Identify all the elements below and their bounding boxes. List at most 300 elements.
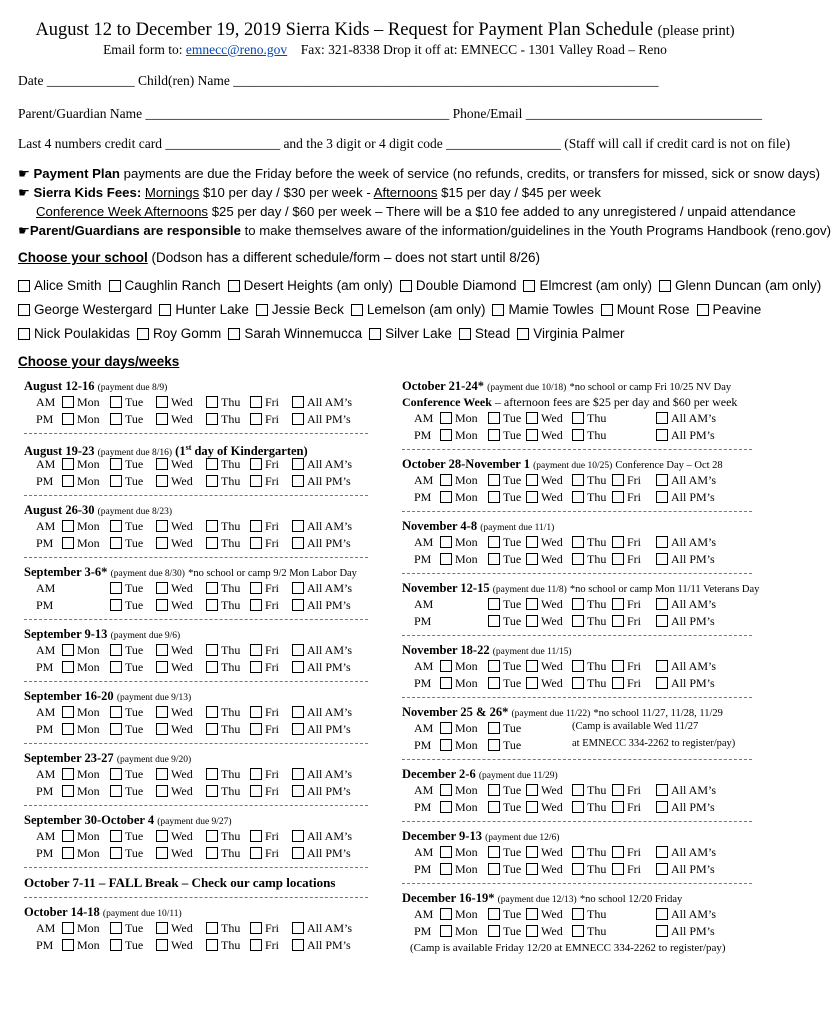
checkbox[interactable] [292, 520, 304, 532]
checkbox[interactable] [697, 304, 709, 316]
checkbox[interactable] [656, 784, 668, 796]
checkbox[interactable] [292, 458, 304, 470]
school-option[interactable] [459, 326, 510, 341]
day-option-thu[interactable] [572, 410, 606, 426]
all-option[interactable] [292, 828, 352, 844]
checkbox[interactable] [612, 660, 624, 672]
checkbox[interactable] [488, 925, 500, 937]
day-option-wed[interactable] [156, 937, 193, 953]
checkbox[interactable] [612, 474, 624, 486]
checkbox[interactable] [156, 599, 168, 611]
day-option-tue[interactable] [110, 845, 143, 861]
day-option-tue[interactable] [110, 394, 143, 410]
checkbox[interactable] [488, 615, 500, 627]
school-option[interactable] [351, 302, 486, 317]
day-option-mon[interactable] [62, 704, 100, 720]
day-option-thu[interactable] [206, 535, 240, 551]
day-option-wed[interactable] [526, 534, 563, 550]
checkbox[interactable] [488, 429, 500, 441]
checkbox[interactable] [62, 939, 74, 951]
checkbox[interactable] [656, 474, 668, 486]
day-option-tue[interactable] [488, 489, 521, 505]
day-option-fri[interactable] [612, 551, 641, 567]
day-option-tue[interactable] [110, 766, 143, 782]
day-option-mon[interactable] [62, 394, 100, 410]
checkbox[interactable] [62, 458, 74, 470]
day-option-fri[interactable] [612, 782, 641, 798]
day-option-wed[interactable] [526, 675, 563, 691]
checkbox[interactable] [156, 785, 168, 797]
checkbox[interactable] [62, 644, 74, 656]
checkbox[interactable] [351, 304, 363, 316]
day-option-mon[interactable] [440, 906, 478, 922]
checkbox[interactable] [656, 660, 668, 672]
day-option-tue[interactable] [110, 535, 143, 551]
day-option-tue[interactable] [488, 720, 521, 736]
day-option-thu[interactable] [206, 783, 240, 799]
day-option-fri[interactable] [612, 844, 641, 860]
checkbox[interactable] [62, 830, 74, 842]
all-option[interactable] [656, 658, 716, 674]
day-option-tue[interactable] [488, 799, 521, 815]
school-option[interactable] [601, 302, 690, 317]
checkbox[interactable] [526, 660, 538, 672]
checkbox[interactable] [206, 537, 218, 549]
checkbox[interactable] [292, 582, 304, 594]
day-option-wed[interactable] [526, 613, 563, 629]
day-option-mon[interactable] [440, 720, 478, 736]
all-option[interactable] [292, 704, 352, 720]
all-option[interactable] [292, 642, 352, 658]
day-option-wed[interactable] [156, 721, 193, 737]
day-option-wed[interactable] [526, 844, 563, 860]
day-option-tue[interactable] [488, 782, 521, 798]
all-option[interactable] [656, 534, 716, 550]
all-option[interactable] [292, 845, 351, 861]
checkbox[interactable] [156, 582, 168, 594]
checkbox[interactable] [488, 739, 500, 751]
checkbox[interactable] [250, 413, 262, 425]
day-option-mon[interactable] [62, 535, 100, 551]
checkbox[interactable] [572, 925, 584, 937]
day-option-fri[interactable] [612, 799, 641, 815]
checkbox[interactable] [292, 396, 304, 408]
day-option-fri[interactable] [612, 861, 641, 877]
checkbox[interactable] [206, 922, 218, 934]
school-option[interactable] [159, 302, 249, 317]
day-option-thu[interactable] [572, 489, 606, 505]
day-option-thu[interactable] [206, 456, 240, 472]
parent-phone-field[interactable]: Parent/Guardian Name _____________________________________________ Phone/Email ___________________________________ [18, 106, 762, 121]
all-option[interactable] [656, 551, 715, 567]
checkbox[interactable] [572, 908, 584, 920]
checkbox[interactable] [572, 474, 584, 486]
day-option-tue[interactable] [488, 427, 521, 443]
all-option[interactable] [292, 783, 351, 799]
day-option-thu[interactable] [572, 844, 606, 860]
day-option-thu[interactable] [206, 845, 240, 861]
checkbox[interactable] [250, 396, 262, 408]
day-option-tue[interactable] [488, 844, 521, 860]
checkbox[interactable] [250, 830, 262, 842]
checkbox[interactable] [440, 677, 452, 689]
day-option-fri[interactable] [250, 580, 279, 596]
checkbox[interactable] [526, 429, 538, 441]
day-option-mon[interactable] [62, 659, 100, 675]
checkbox[interactable] [488, 553, 500, 565]
day-option-thu[interactable] [206, 704, 240, 720]
checkbox[interactable] [659, 280, 671, 292]
checkbox[interactable] [612, 491, 624, 503]
checkbox[interactable] [526, 908, 538, 920]
day-option-fri[interactable] [250, 456, 279, 472]
checkbox[interactable] [250, 922, 262, 934]
day-option-tue[interactable] [110, 659, 143, 675]
checkbox[interactable] [62, 723, 74, 735]
checkbox[interactable] [440, 801, 452, 813]
school-option[interactable] [18, 278, 102, 293]
checkbox[interactable] [156, 413, 168, 425]
checkbox[interactable] [156, 475, 168, 487]
day-option-thu[interactable] [572, 551, 606, 567]
day-option-wed[interactable] [526, 410, 563, 426]
day-option-tue[interactable] [488, 861, 521, 877]
school-option[interactable] [697, 302, 762, 317]
day-option-fri[interactable] [612, 613, 641, 629]
day-option-tue[interactable] [488, 551, 521, 567]
all-option[interactable] [656, 844, 716, 860]
checkbox[interactable] [62, 847, 74, 859]
day-option-mon[interactable] [62, 937, 100, 953]
checkbox[interactable] [656, 491, 668, 503]
all-option[interactable] [656, 489, 715, 505]
day-option-wed[interactable] [156, 920, 193, 936]
checkbox[interactable] [159, 304, 171, 316]
day-option-thu[interactable] [572, 427, 606, 443]
checkbox[interactable] [109, 280, 121, 292]
checkbox[interactable] [62, 537, 74, 549]
checkbox[interactable] [440, 908, 452, 920]
day-option-wed[interactable] [156, 394, 193, 410]
checkbox[interactable] [526, 598, 538, 610]
day-option-thu[interactable] [206, 642, 240, 658]
day-option-wed[interactable] [156, 518, 193, 534]
checkbox[interactable] [488, 722, 500, 734]
school-option[interactable] [659, 278, 821, 293]
checkbox[interactable] [62, 661, 74, 673]
day-option-fri[interactable] [612, 472, 641, 488]
all-option[interactable] [656, 472, 716, 488]
checkbox[interactable] [488, 784, 500, 796]
day-option-mon[interactable] [440, 799, 478, 815]
checkbox[interactable] [526, 615, 538, 627]
day-option-tue[interactable] [110, 642, 143, 658]
checkbox[interactable] [572, 429, 584, 441]
day-option-wed[interactable] [156, 535, 193, 551]
checkbox[interactable] [572, 660, 584, 672]
checkbox[interactable] [526, 474, 538, 486]
checkbox[interactable] [572, 846, 584, 858]
day-option-fri[interactable] [250, 642, 279, 658]
day-option-fri[interactable] [612, 658, 641, 674]
day-option-mon[interactable] [440, 844, 478, 860]
all-option[interactable] [656, 596, 716, 612]
checkbox[interactable] [440, 412, 452, 424]
checkbox[interactable] [526, 491, 538, 503]
checkbox[interactable] [440, 474, 452, 486]
all-option[interactable] [292, 394, 352, 410]
day-option-wed[interactable] [156, 766, 193, 782]
checkbox[interactable] [256, 304, 268, 316]
checkbox[interactable] [250, 599, 262, 611]
school-option[interactable] [228, 326, 362, 341]
checkbox[interactable] [18, 280, 30, 292]
checkbox[interactable] [488, 863, 500, 875]
day-option-wed[interactable] [526, 906, 563, 922]
checkbox[interactable] [250, 939, 262, 951]
checkbox[interactable] [292, 847, 304, 859]
checkbox[interactable] [440, 491, 452, 503]
checkbox[interactable] [440, 722, 452, 734]
school-option[interactable] [228, 278, 393, 293]
checkbox[interactable] [250, 847, 262, 859]
checkbox[interactable] [110, 458, 122, 470]
all-option[interactable] [292, 937, 351, 953]
checkbox[interactable] [110, 537, 122, 549]
day-option-fri[interactable] [250, 597, 279, 613]
checkbox[interactable] [572, 536, 584, 548]
checkbox[interactable] [206, 475, 218, 487]
day-option-tue[interactable] [488, 613, 521, 629]
checkbox[interactable] [62, 768, 74, 780]
day-option-fri[interactable] [250, 518, 279, 534]
all-option[interactable] [656, 613, 715, 629]
day-option-mon[interactable] [440, 658, 478, 674]
day-option-thu[interactable] [572, 658, 606, 674]
school-option[interactable] [369, 326, 452, 341]
school-option[interactable] [256, 302, 344, 317]
checkbox[interactable] [206, 785, 218, 797]
checkbox[interactable] [526, 863, 538, 875]
day-option-mon[interactable] [62, 766, 100, 782]
day-option-fri[interactable] [250, 473, 279, 489]
all-option[interactable] [292, 580, 352, 596]
day-option-mon[interactable] [62, 920, 100, 936]
checkbox[interactable] [488, 474, 500, 486]
day-option-wed[interactable] [156, 580, 193, 596]
checkbox[interactable] [292, 785, 304, 797]
day-option-tue[interactable] [110, 704, 143, 720]
checkbox[interactable] [110, 939, 122, 951]
checkbox[interactable] [292, 830, 304, 842]
checkbox[interactable] [656, 846, 668, 858]
day-option-mon[interactable] [62, 642, 100, 658]
day-option-thu[interactable] [206, 411, 240, 427]
checkbox[interactable] [517, 328, 529, 340]
day-option-wed[interactable] [156, 642, 193, 658]
day-option-wed[interactable] [156, 828, 193, 844]
all-option[interactable] [656, 906, 716, 922]
day-option-tue[interactable] [488, 675, 521, 691]
checkbox[interactable] [156, 396, 168, 408]
day-option-tue[interactable] [488, 410, 521, 426]
checkbox[interactable] [156, 723, 168, 735]
checkbox[interactable] [250, 475, 262, 487]
checkbox[interactable] [612, 846, 624, 858]
day-option-wed[interactable] [526, 427, 563, 443]
checkbox[interactable] [526, 925, 538, 937]
day-option-tue[interactable] [110, 828, 143, 844]
checkbox[interactable] [156, 661, 168, 673]
day-option-wed[interactable] [526, 551, 563, 567]
school-option[interactable] [18, 326, 130, 341]
day-option-thu[interactable] [572, 923, 606, 939]
checkbox[interactable] [440, 863, 452, 875]
email-link[interactable]: emnecc@reno.gov [185, 42, 288, 57]
checkbox[interactable] [459, 328, 471, 340]
day-option-thu[interactable] [206, 766, 240, 782]
day-option-tue[interactable] [488, 472, 521, 488]
day-option-mon[interactable] [440, 489, 478, 505]
checkbox[interactable] [62, 413, 74, 425]
checkbox[interactable] [656, 598, 668, 610]
day-option-fri[interactable] [250, 783, 279, 799]
day-option-mon[interactable] [62, 473, 100, 489]
checkbox[interactable] [206, 520, 218, 532]
date-child-name-field[interactable]: Date _____________ Child(ren) Name _______________________________________________________________ [18, 73, 659, 88]
day-option-fri[interactable] [250, 535, 279, 551]
day-option-fri[interactable] [250, 920, 279, 936]
day-option-mon[interactable] [62, 828, 100, 844]
checkbox[interactable] [656, 412, 668, 424]
day-option-thu[interactable] [206, 394, 240, 410]
checkbox[interactable] [440, 925, 452, 937]
checkbox[interactable] [110, 661, 122, 673]
day-option-tue[interactable] [110, 783, 143, 799]
day-option-wed[interactable] [526, 861, 563, 877]
checkbox[interactable] [292, 939, 304, 951]
day-option-wed[interactable] [156, 783, 193, 799]
checkbox[interactable] [440, 660, 452, 672]
day-option-mon[interactable] [440, 737, 478, 753]
checkbox[interactable] [612, 801, 624, 813]
day-option-tue[interactable] [488, 534, 521, 550]
checkbox[interactable] [488, 660, 500, 672]
day-option-fri[interactable] [612, 596, 641, 612]
school-option[interactable] [109, 278, 221, 293]
checkbox[interactable] [526, 846, 538, 858]
checkbox[interactable] [110, 768, 122, 780]
checkbox[interactable] [206, 768, 218, 780]
checkbox[interactable] [18, 304, 30, 316]
checkbox[interactable] [156, 458, 168, 470]
checkbox[interactable] [292, 599, 304, 611]
checkbox[interactable] [656, 908, 668, 920]
checkbox[interactable] [488, 598, 500, 610]
checkbox[interactable] [572, 784, 584, 796]
checkbox[interactable] [110, 922, 122, 934]
day-option-tue[interactable] [488, 737, 521, 753]
day-option-wed[interactable] [156, 597, 193, 613]
day-option-fri[interactable] [250, 828, 279, 844]
day-option-mon[interactable] [62, 721, 100, 737]
day-option-thu[interactable] [206, 721, 240, 737]
checkbox[interactable] [612, 536, 624, 548]
day-option-thu[interactable] [572, 861, 606, 877]
credit-card-field[interactable]: Last 4 numbers credit card _________________ and the 3 digit or 4 digit code _________________ (Staff will call if credit card is not on file) [18, 136, 791, 151]
school-option[interactable] [517, 326, 624, 341]
checkbox[interactable] [206, 830, 218, 842]
checkbox[interactable] [656, 863, 668, 875]
all-option[interactable] [656, 799, 715, 815]
checkbox[interactable] [110, 396, 122, 408]
checkbox[interactable] [488, 412, 500, 424]
checkbox[interactable] [250, 458, 262, 470]
checkbox[interactable] [656, 553, 668, 565]
checkbox[interactable] [656, 677, 668, 689]
day-option-tue[interactable] [110, 518, 143, 534]
day-option-thu[interactable] [206, 518, 240, 534]
checkbox[interactable] [526, 553, 538, 565]
day-option-thu[interactable] [206, 937, 240, 953]
day-option-fri[interactable] [250, 411, 279, 427]
checkbox[interactable] [369, 328, 381, 340]
day-option-tue[interactable] [488, 658, 521, 674]
checkbox[interactable] [206, 599, 218, 611]
checkbox[interactable] [612, 615, 624, 627]
day-option-wed[interactable] [156, 659, 193, 675]
checkbox[interactable] [572, 553, 584, 565]
all-option[interactable] [292, 456, 352, 472]
checkbox[interactable] [250, 520, 262, 532]
checkbox[interactable] [156, 847, 168, 859]
day-option-wed[interactable] [156, 845, 193, 861]
checkbox[interactable] [206, 706, 218, 718]
checkbox[interactable] [612, 863, 624, 875]
checkbox[interactable] [292, 706, 304, 718]
checkbox[interactable] [526, 801, 538, 813]
checkbox[interactable] [612, 677, 624, 689]
checkbox[interactable] [156, 939, 168, 951]
day-option-mon[interactable] [440, 427, 478, 443]
checkbox[interactable] [488, 846, 500, 858]
checkbox[interactable] [523, 280, 535, 292]
day-option-thu[interactable] [572, 782, 606, 798]
day-option-fri[interactable] [250, 937, 279, 953]
day-option-thu[interactable] [206, 659, 240, 675]
day-option-tue[interactable] [110, 937, 143, 953]
all-option[interactable] [656, 861, 715, 877]
day-option-mon[interactable] [440, 675, 478, 691]
day-option-fri[interactable] [250, 394, 279, 410]
day-option-tue[interactable] [110, 411, 143, 427]
checkbox[interactable] [206, 847, 218, 859]
checkbox[interactable] [156, 922, 168, 934]
checkbox[interactable] [110, 520, 122, 532]
all-option[interactable] [656, 427, 715, 443]
checkbox[interactable] [526, 536, 538, 548]
day-option-mon[interactable] [440, 861, 478, 877]
day-option-fri[interactable] [250, 766, 279, 782]
checkbox[interactable] [292, 537, 304, 549]
checkbox[interactable] [440, 846, 452, 858]
school-option[interactable] [137, 326, 221, 341]
school-option[interactable] [400, 278, 517, 293]
day-option-wed[interactable] [156, 704, 193, 720]
checkbox[interactable] [612, 784, 624, 796]
checkbox[interactable] [656, 615, 668, 627]
day-option-wed[interactable] [156, 411, 193, 427]
